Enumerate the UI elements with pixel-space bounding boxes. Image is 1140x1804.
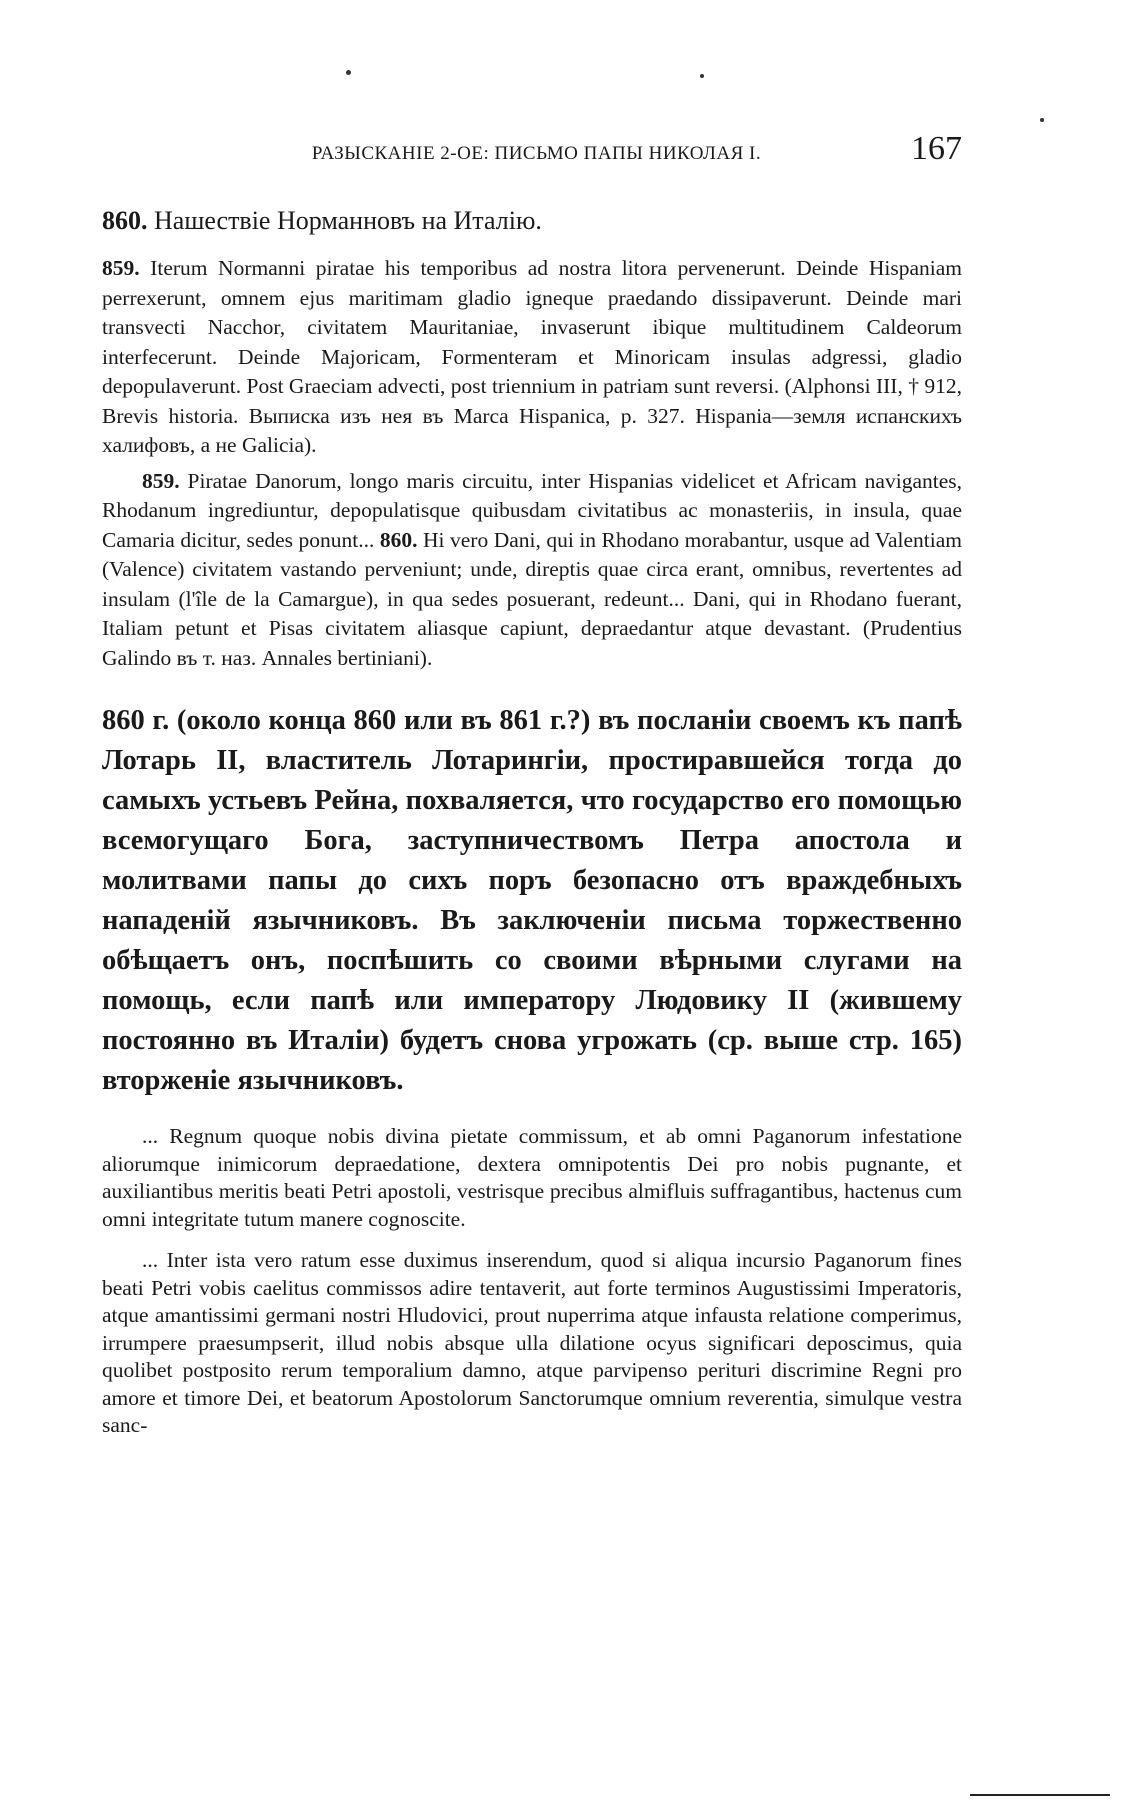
entry-title: Нашествіе Норманновъ на Италію.	[154, 206, 542, 235]
quote-inter-ista: ... Inter ista vero ratum esse duximus inserendum, quod si aliqua incursio Paganorum fines beati Petri vobis caelitus commissos adire tentaverit, aut forte terminos Augustissimi Imperatoris, atque amantissimi germani nostri Hludovici, prout nuperrima atque infausta relatione comperimus, irrumpere praesumpserit, illud nobis absque ulla dilatione ocyus significari deposcimus, quia quolibet postposito rerum temporalium damno, atque parvipenso perituri discrimine Regni pro amore et timore Dei, et beatorum Apostolorum Sanctorumque omnium reverentia, simulque vestra sanc-	[102, 1248, 962, 1437]
paragraph-year-860: 860.	[379, 527, 418, 552]
entry-heading	[102, 206, 962, 236]
quote-regnum: ... Regnum quoque nobis divina pietate commissum, et ab omni Paganorum infestatione aliorumque inimicorum depraedatione, dextera omnipotentis Dei pro nobis pugnante, et auxiliantibus meritis beati Petri apostoli, vestrisque precibus almifluis suffragantibus, hactenus cum omni integritate tutum manere cognoscite.	[102, 1124, 962, 1231]
paragraph-year: 859.	[102, 256, 140, 280]
paragraph-text: Iterum Normanni piratae his temporibus ad nostra litora pervenerunt. Deinde Hispaniam perrexerunt, omnem ejus maritimam gladio igneque praedando dissipaverunt. Deinde mari transvecti Nacchor, civitatem Mauritaniae, invaserunt ibique multitudinem Caldeorum interfecerunt. Deinde Majoricam, Formenteram et Minoricam insulas adgressi, gladio depopulaverunt. Post Graeciam advecti, post triennium in patriam sunt reversi. (Alphonsi III, † 912, Brevis historia. Выписка изъ нея въ Marca Hispanica, p. 327. Hispania—земля испанскихъ халифовъ, а не Galicia).	[102, 256, 963, 457]
entry-year: 860.	[102, 206, 148, 235]
paragraph-859-prudentius	[102, 467, 962, 674]
paragraph-text-860: Hi vero Dani, qui in Rhodano morabantur, usque ad Valentiam (Valence) civitatem vastando perveniunt; unde, direptis quae circa erant, omnibus, revertentes ad insulam (l'île de la Camargue), in qua sedes posuerant, redeunt... Dani, qui in Rhodano fuerant, Italiam petunt et Pisas civitatem aliasque capiunt, depraedantur atque devastant. (Prudentius Galindo въ т. наз. Annales bertiniani).	[102, 527, 963, 670]
speck	[700, 74, 704, 78]
speck	[1040, 118, 1044, 122]
book-page	[102, 130, 962, 1440]
running-title: РАЗЫСКАНІЕ 2-ОЕ: ПИСЬМО ПАПЫ НИКОЛАЯ I.	[311, 143, 762, 164]
speck	[346, 70, 351, 75]
paragraph-lothar-letter: 860 г. (около конца 860 или въ 861 г.?) въ посланіи своемъ къ папѣ Лотарь II, властитель Лотарингіи, простиравшейся тогда до самыхъ устьевъ Рейна, похваляется, что государство его помощью всемогущаго Бога, заступничествомъ Петра апостола и молитвами папы до сихъ поръ безопасно отъ враждебныхъ нападеній язычниковъ. Въ заключеніи письма торжественно обѣщаетъ онъ, поспѣшить со своими вѣрными слугами на помощь, если папѣ или императору Людовику II (жившему постоянно въ Италіи) будетъ снова угрожать (ср. выше стр. 165) вторженіе язычниковъ.	[102, 705, 962, 1096]
page-header	[102, 130, 962, 168]
paragraph-text: Piratae Danorum, longo maris circuitu, inter Hispanias videlicet et Africam navigantes, Rhodanum ingrediuntur, depopulatisque quibusdam civitatibus ac monasteriis, in insula, quae Camaria dicitur, sedes ponunt...	[102, 468, 963, 552]
paragraph-859-alphonsi	[102, 254, 962, 461]
page-number: 167	[911, 130, 962, 167]
paragraph-year: 859.	[142, 468, 180, 493]
scan-mark	[970, 1794, 1110, 1796]
